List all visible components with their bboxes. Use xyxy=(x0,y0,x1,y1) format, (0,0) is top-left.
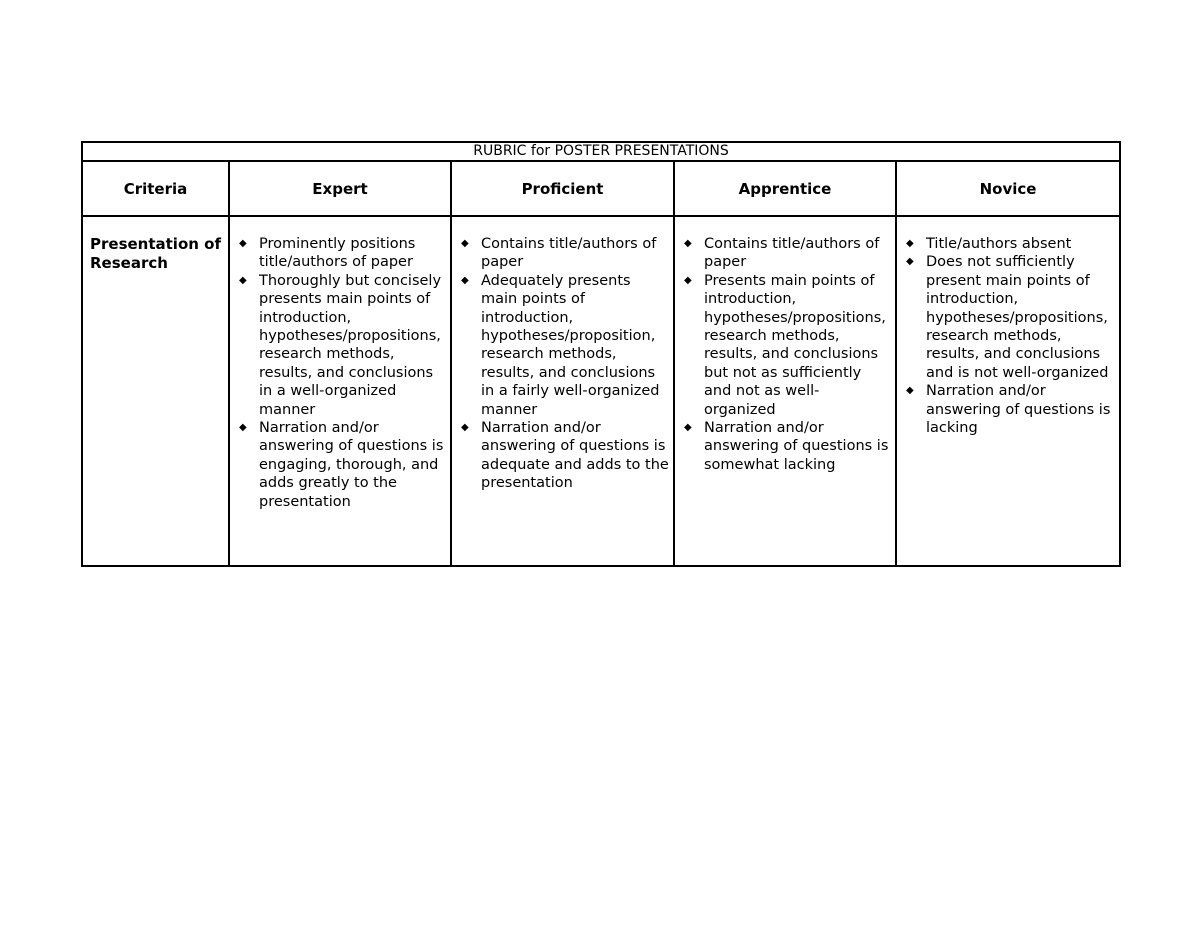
cell-expert xyxy=(229,216,451,566)
list-item xyxy=(237,272,446,419)
diamond-bullet-icon: ◆ xyxy=(684,238,692,249)
diamond-bullet-icon: ◆ xyxy=(906,238,914,249)
diamond-bullet-icon: ◆ xyxy=(461,238,469,249)
header-row xyxy=(82,161,1120,216)
list-item xyxy=(682,419,891,474)
list-item xyxy=(459,272,669,419)
title-row xyxy=(82,142,1120,161)
rubric-table xyxy=(81,141,1121,567)
item-text: Contains title/authors of paper xyxy=(704,236,880,271)
diamond-bullet-icon: ◆ xyxy=(239,274,247,286)
list-item xyxy=(237,419,446,511)
cell-novice xyxy=(896,216,1120,566)
list-item xyxy=(459,235,669,272)
list-item xyxy=(682,272,891,419)
list-item xyxy=(904,382,1115,437)
item-text: Narration and/or answering of questions is engaging, thorough, and adds greatly to the presentation xyxy=(259,420,444,510)
item-text: Adequately presents main points of introduction, hypotheses/proposition, research methods, results, and conclusions in a fairly well-organized manner xyxy=(481,272,660,418)
diamond-bullet-icon: ◆ xyxy=(461,274,469,286)
item-text: Presents main points of introduction, hypotheses/propositions, research methods, results, and conclusions but not as sufficiently and not as well-organized xyxy=(704,272,886,418)
list-item xyxy=(459,419,669,493)
bullet-list xyxy=(230,217,450,511)
rubric-title: RUBRIC for POSTER PRESENTATIONS xyxy=(82,142,1120,161)
list-item xyxy=(904,253,1115,382)
item-text: Narration and/or answering of questions is somewhat lacking xyxy=(704,420,889,473)
bullet-list xyxy=(452,217,673,493)
bullet-list xyxy=(897,217,1119,437)
header-apprentice: Apprentice xyxy=(674,161,896,216)
diamond-bullet-icon: ◆ xyxy=(684,422,692,434)
diamond-bullet-icon: ◆ xyxy=(684,274,692,286)
list-item xyxy=(237,235,446,272)
item-text: Title/authors absent xyxy=(926,236,1072,252)
table-row xyxy=(82,216,1120,566)
cell-apprentice xyxy=(674,216,896,566)
diamond-bullet-icon: ◆ xyxy=(461,422,469,434)
header-novice: Novice xyxy=(896,161,1120,216)
item-text: Contains title/authors of paper xyxy=(481,236,657,271)
diamond-bullet-icon: ◆ xyxy=(906,256,914,268)
diamond-bullet-icon: ◆ xyxy=(239,238,247,249)
item-text: Narration and/or answering of questions is adequate and adds to the presentation xyxy=(481,420,669,492)
item-text: Does not sufficiently present main points of introduction, hypotheses/propositions, research methods, results, and conclusions and is not well-organized xyxy=(926,254,1109,381)
list-item xyxy=(904,235,1115,253)
diamond-bullet-icon: ◆ xyxy=(906,385,914,397)
criterion-label: Presentation of Research xyxy=(82,216,229,566)
cell-proficient xyxy=(451,216,674,566)
header-criteria: Criteria xyxy=(82,161,229,216)
header-expert: Expert xyxy=(229,161,451,216)
item-text: Prominently positions title/authors of paper xyxy=(259,236,416,271)
item-text: Thoroughly but concisely presents main points of introduction, hypotheses/propositions, research methods, results, and conclusions in a well-organized manner xyxy=(259,272,442,418)
header-proficient: Proficient xyxy=(451,161,674,216)
diamond-bullet-icon: ◆ xyxy=(239,422,247,434)
bullet-list xyxy=(675,217,895,474)
item-text: Narration and/or answering of questions is lacking xyxy=(926,383,1111,437)
list-item xyxy=(682,235,891,272)
